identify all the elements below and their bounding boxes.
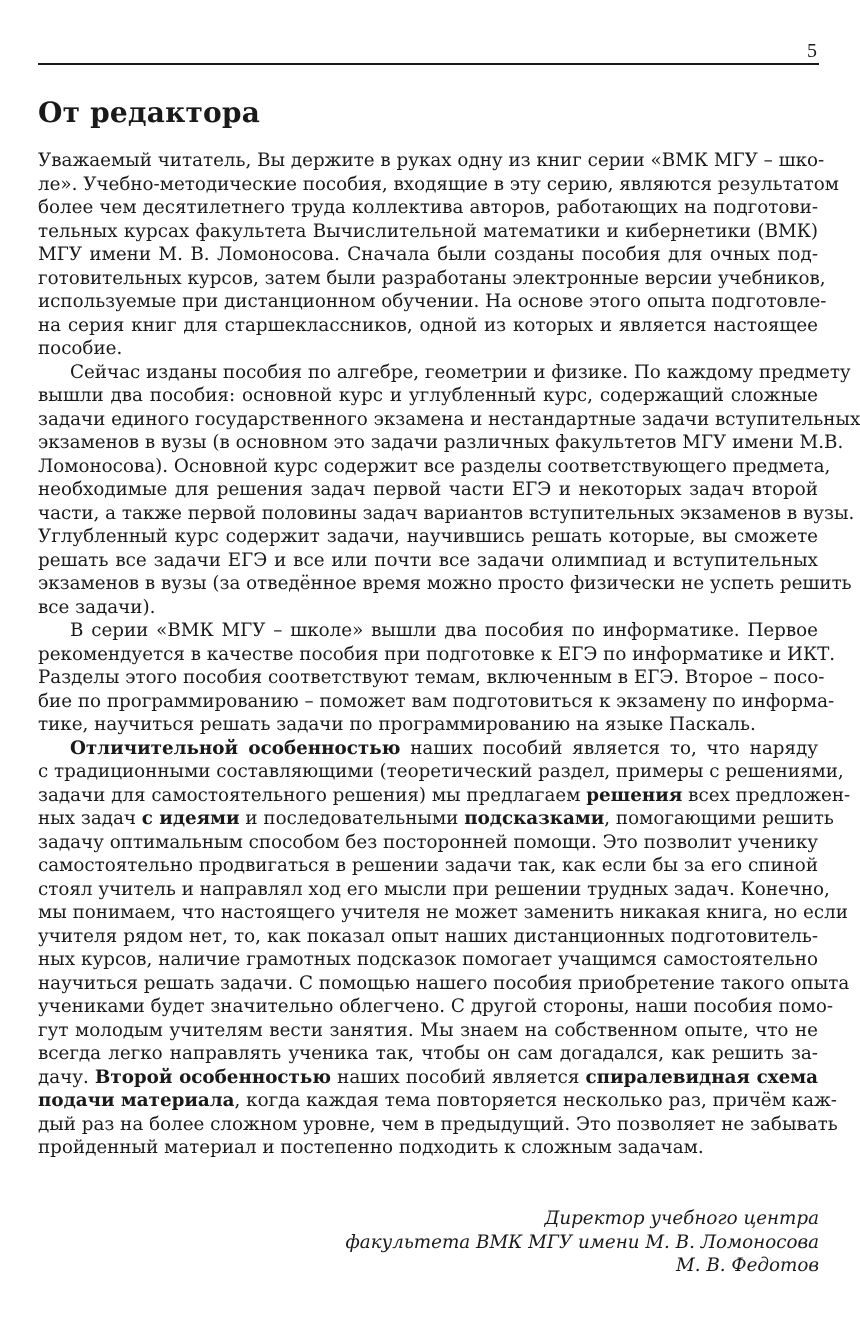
text-segment: всегда легко направлять ученика так, чтобы он сам догадался, как решить за- — [38, 1043, 818, 1064]
text-line — [38, 807, 834, 831]
text-line — [38, 478, 818, 502]
text-segment: все задачи). — [38, 596, 156, 618]
text-segment: с традиционными составляющими (теоретический раздел, примеры с решениями, — [38, 761, 844, 782]
text-segment: наших пособий является — [331, 1066, 586, 1088]
text-line — [38, 384, 818, 408]
text-segment: готовительных курсов, затем были разработаны электронные версии учебников, — [38, 267, 826, 289]
text-line — [38, 596, 818, 620]
text-line — [38, 901, 848, 925]
bold-phrase: решения — [586, 784, 683, 806]
signature-position: Директор учебного центра — [544, 1208, 819, 1229]
text-segment: используемые при дистанционном обучении. На основе этого опыта подготовле- — [38, 291, 827, 312]
text-segment: мы понимаем, что настоящего учителя не может заменить никакая книга, но если — [38, 902, 848, 923]
text-line — [38, 1019, 818, 1043]
text-line — [38, 854, 818, 878]
text-line — [38, 619, 818, 643]
text-segment: , когда каждая тема повторяется несколько раз, причём каж- — [234, 1090, 837, 1111]
header-rule — [38, 63, 819, 65]
text-line — [38, 666, 825, 690]
text-line — [38, 831, 818, 855]
text-segment: научиться решать задачи. С помощью нашего пособия приобретение такого опыта — [38, 972, 850, 994]
text-line — [38, 149, 825, 173]
text-segment: стоял учитель и направлял ход его мысли при решении трудных задач. Конечно, — [38, 878, 830, 900]
text-line — [38, 502, 855, 526]
text-segment: дый раз на более сложном уровне, чем в предыдущий. Это позволяет не забывать — [38, 1113, 838, 1135]
text-line — [38, 713, 818, 737]
text-segment: части, а также первой половины задач вариантов вступительных экзаменов в вузы. — [38, 502, 855, 524]
text-segment: всех предложен- — [682, 784, 851, 806]
text-segment: наших пособий является то, что наряду — [400, 737, 818, 759]
text-segment: тике, научиться решать задачи по программированию на языке Паскаль. — [38, 714, 756, 735]
bold-phrase: Второй особенностью — [94, 1066, 332, 1088]
text-line — [38, 337, 818, 361]
text-segment: учителя рядом нет, то, как показал опыт наших дистанционных подготовитель- — [38, 925, 818, 947]
page-number: 5 — [807, 40, 817, 62]
text-segment: решать все задачи ЕГЭ и все или почти все задачи олимпиад и вступительных — [38, 549, 818, 571]
text-line — [38, 455, 831, 479]
text-segment: задачу оптимальным способом без посторонней помощи. Это позволит ученику — [38, 831, 818, 853]
text-segment: более чем десятилетнего труда коллектива авторов, работающих на подготови- — [38, 197, 818, 218]
text-segment: вышли два пособия: основной курс и углубленный курс, содержащий сложные — [38, 385, 818, 406]
text-line — [38, 290, 827, 314]
text-segment: Углубленный курс содержит задачи, научившись решать которые, вы сможете — [38, 526, 818, 547]
text-segment: ных задач — [38, 808, 142, 829]
text-segment: Уважаемый читатель, Вы держите в руках одну из книг серии «ВМК МГУ – шко- — [38, 150, 825, 171]
text-line — [38, 784, 851, 808]
bold-phrase: с идеями — [141, 808, 240, 829]
signature-name: М. В. Федотов — [676, 1255, 819, 1276]
text-segment: на серия книг для старшеклассников, одной из которых и является настоящее — [38, 314, 818, 336]
text-segment: , помогающими решить — [604, 808, 834, 829]
text-line — [38, 948, 818, 972]
text-line — [38, 878, 830, 902]
text-line — [38, 995, 834, 1019]
text-segment: экзаменов в вузы (в основном это задачи различных факультетов МГУ имени М.В. — [38, 432, 844, 453]
text-segment: пройденный материал и постепенно подходить к сложным задачам. — [38, 1137, 704, 1158]
text-segment: экзаменов в вузы (за отведённое время можно просто физически не успеть решить — [38, 573, 852, 594]
text-segment: МГУ имени М. В. Ломоносова. Сначала были созданы пособия для очных под- — [38, 244, 818, 265]
text-line — [38, 173, 839, 197]
text-line — [38, 643, 836, 667]
signature-block — [345, 1207, 819, 1278]
text-segment: тельных курсах факультета Вычислительной математики и кибернетики (ВМК) — [38, 220, 818, 242]
text-line — [38, 925, 818, 949]
text-segment: задачи для самостоятельного решения) мы предлагаем — [38, 784, 587, 806]
signature-affiliation: факультета ВМК МГУ имени М. В. Ломоносова — [345, 1231, 819, 1253]
text-segment: и последовательными — [239, 808, 465, 829]
text-line — [38, 737, 818, 761]
text-segment: Ломоносова). Основной курс содержит все разделы соответствующего предмета, — [38, 455, 831, 477]
text-segment: гут молодым учителям вести занятия. Мы знаем на собственном опыте, что не — [38, 1019, 818, 1041]
text-line — [38, 572, 852, 596]
text-line — [38, 1136, 818, 1160]
text-segment: ле». Учебно-методические пособия, входящие в эту серию, являются результатом — [38, 173, 839, 195]
text-line — [38, 1042, 818, 1066]
text-line — [38, 408, 860, 432]
text-line — [38, 314, 818, 338]
text-line — [38, 972, 850, 996]
bold-phrase: подачи материала — [38, 1090, 235, 1111]
body-text — [38, 149, 860, 1160]
bold-phrase: спиралевидная схема — [585, 1066, 818, 1088]
text-segment: рекомендуется в качестве пособия при подготовке к ЕГЭ по информатике и ИКТ. — [38, 643, 836, 665]
text-line — [38, 220, 818, 244]
page-title: От редактора — [38, 96, 261, 129]
text-line — [38, 525, 818, 549]
text-segment: бие по программированию – поможет вам подготовиться к экзамену по информа- — [38, 690, 835, 712]
text-segment: самостоятельно продвигаться в решении задачи так, как если бы за его спиной — [38, 855, 818, 876]
text-segment: необходимые для решения задач первой части ЕГЭ и некоторых задач второй — [38, 479, 818, 500]
text-line — [38, 196, 818, 220]
bold-phrase: подсказками — [464, 808, 605, 829]
text-segment: Сейчас изданы пособия по алгебре, геометрии и физике. По каждому предмету — [70, 361, 851, 383]
text-line — [38, 549, 818, 573]
text-line — [38, 267, 826, 291]
text-segment: дачу. — [38, 1066, 95, 1088]
text-line — [38, 361, 851, 385]
text-segment: Разделы этого пособия соответствуют темам, включенным в ЕГЭ. Второе – посо- — [38, 667, 825, 688]
text-segment: учениками будет значительно облегчено. С другой стороны, наши пособия помо- — [38, 996, 834, 1017]
text-segment: задачи единого государственного экзамена и нестандартные задачи вступительных — [38, 408, 860, 430]
text-line — [38, 1113, 838, 1137]
text-line — [38, 431, 844, 455]
text-line — [38, 243, 818, 267]
text-line — [38, 1089, 837, 1113]
text-line — [38, 1066, 818, 1090]
text-segment: пособие. — [38, 338, 123, 359]
text-line — [38, 760, 844, 784]
bold-phrase: Отличительной особенностью — [70, 737, 401, 759]
text-segment: В серии «ВМК МГУ – школе» вышли два пособия по информатике. Первое — [70, 620, 818, 641]
text-line — [38, 690, 835, 714]
text-segment: ных курсов, наличие грамотных подсказок помогает учащимся самостоятельно — [38, 949, 818, 970]
